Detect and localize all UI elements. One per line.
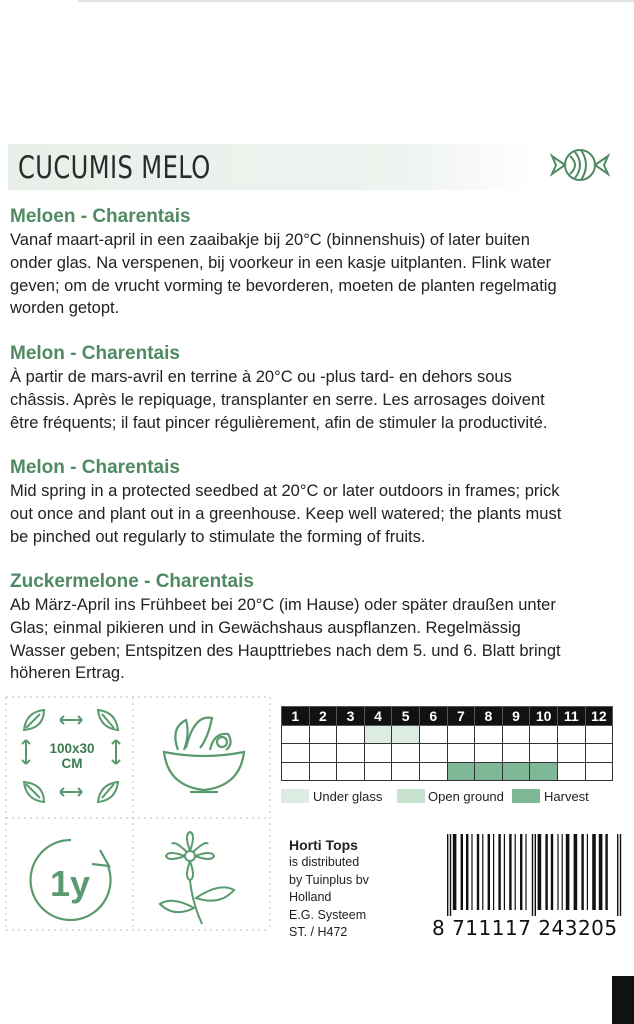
text-line: out once and plant out in a greenhouse. Keep well watered; the plants must <box>10 504 562 523</box>
month-cell: 6 <box>419 707 447 726</box>
calendar-cell <box>364 725 392 744</box>
calendar-cell <box>392 744 420 763</box>
distributor-line: by Tuinplus bv <box>289 872 369 887</box>
section-heading: Melon - Charentais <box>10 343 180 364</box>
barcode-bar <box>587 834 588 910</box>
legend-swatch <box>512 789 540 803</box>
month-cell: 7 <box>447 707 475 726</box>
barcode-bar <box>617 834 618 916</box>
text-line: höheren Ertrag. <box>10 664 125 683</box>
corner-mark <box>612 976 634 1024</box>
text-line: Wasser geben; Entspitzen des Haupttriebes nach dem 5. und 6. Blatt bringt <box>10 641 561 660</box>
barcode-bar <box>545 834 547 910</box>
month-cell: 4 <box>364 707 392 726</box>
section-heading: Meloen - Charentais <box>10 206 191 227</box>
text-line: Glas; einmal pikieren und in Gewächshaus auspflanzen. Regelmässig <box>10 618 521 637</box>
month-cell: 10 <box>530 707 558 726</box>
open-ground-row <box>282 744 613 763</box>
text-line: châssis. Après le repiquage, transplanter en serre. Les arrosages doivent <box>10 390 545 409</box>
calendar-cell <box>530 725 558 744</box>
distributor-line: is distributed <box>289 855 360 870</box>
text-line: Mid spring in a protected seedbed at 20°C or later outdoors in frames; prick <box>10 482 560 500</box>
melon-candy-icon <box>548 136 612 194</box>
barcode-bar <box>557 834 558 910</box>
calendar-cell <box>502 725 530 744</box>
legend-label: Under glass <box>313 789 383 804</box>
barcode-number: 8 711117 243205 <box>432 916 618 940</box>
calendar-cell <box>392 762 420 781</box>
month-cell: 9 <box>502 707 530 726</box>
section-heading: Melon - Charentais <box>10 457 180 478</box>
calendar-cell <box>502 744 530 763</box>
calendar-cell <box>585 744 613 763</box>
section-english <box>10 456 630 548</box>
section-text <box>10 480 630 548</box>
calendar-cell <box>557 725 585 744</box>
calendar-cell <box>337 725 365 744</box>
barcode-bar <box>562 834 563 910</box>
barcode-bar <box>574 834 578 910</box>
spacing-value: 100x30 <box>49 741 95 756</box>
calendar-months-row <box>282 707 613 726</box>
barcode-bar <box>453 834 457 910</box>
calendar-cell <box>585 762 613 781</box>
month-cell: 2 <box>309 707 337 726</box>
month-cell: 12 <box>585 707 613 726</box>
barcode-bar <box>525 834 526 910</box>
flowering-plant-icon <box>150 828 254 928</box>
calendar-cell <box>309 725 337 744</box>
calendar-cell <box>475 762 503 781</box>
calendar-cell <box>419 725 447 744</box>
text-line: be pinched out regularly to stimulate the forming of fruits. <box>10 527 426 546</box>
barcode-image <box>445 834 625 916</box>
calendar-cell <box>475 744 503 763</box>
calendar-cell <box>419 762 447 781</box>
text-line: Ab März-April ins Frühbeet bei 20°C (im Hause) oder später draußen unter <box>10 596 556 614</box>
calendar-cell <box>447 744 475 763</box>
month-cell: 1 <box>282 707 310 726</box>
calendar-cell <box>447 762 475 781</box>
spacing-label <box>38 741 106 771</box>
calendar-cell <box>557 762 585 781</box>
section-text <box>10 594 630 685</box>
calendar-cell <box>282 762 310 781</box>
calendar-cell <box>475 725 503 744</box>
text-line: worden getopt. <box>10 299 120 318</box>
text-line: À partir de mars-avril en terrine à 20°C ou -plus tard- en dehors sous <box>10 368 512 386</box>
calendar-cell <box>337 744 365 763</box>
calendar-cell <box>392 725 420 744</box>
calendar-cell <box>557 744 585 763</box>
barcode-bar <box>599 834 603 910</box>
sowing-calendar <box>281 706 613 781</box>
barcode-bar <box>498 834 500 910</box>
species-title: CUCUMIS MELO <box>18 150 211 186</box>
distributor-line: Holland <box>289 890 332 905</box>
distributor-line: ST. / H472 <box>289 925 348 940</box>
calendar-cell <box>530 762 558 781</box>
section-french <box>10 342 630 434</box>
calendar-cell <box>502 762 530 781</box>
barcode-bar <box>532 834 533 916</box>
barcode-bar <box>461 834 463 910</box>
barcode-bar <box>509 834 511 910</box>
barcode-bar <box>538 834 542 910</box>
barcode-bar <box>592 834 596 910</box>
calendar-cell <box>364 762 392 781</box>
month-cell: 3 <box>337 707 365 726</box>
text-line: onder glas. Na verspenen, bij voorkeur in een kasje uitplanten. Flink water <box>10 253 552 272</box>
text-line: être fréquents; il faut pincer régulièrement, afin de stimuler la productivité. <box>10 413 548 432</box>
barcode-bar <box>535 834 536 916</box>
section-dutch <box>10 205 630 320</box>
text-line: Vanaf maart-april in een zaaibakje bij 20°C (binnenshuis) of later buiten <box>10 231 530 249</box>
barcode-bar <box>471 834 472 910</box>
barcode-bar <box>450 834 451 916</box>
brand-name: Horti Tops <box>289 837 358 853</box>
barcode-bar <box>620 834 621 916</box>
calendar-cell <box>419 744 447 763</box>
legend-swatch <box>281 789 309 803</box>
month-cell: 5 <box>392 707 420 726</box>
calendar-cell <box>447 725 475 744</box>
calendar-cell <box>530 744 558 763</box>
calendar-cell <box>337 762 365 781</box>
text-line: geven; om de vrucht vorming te bevorderen, moeten de planten regelmatig <box>10 276 557 295</box>
barcode-bar <box>488 834 490 910</box>
legend-swatch <box>397 789 425 803</box>
month-cell: 8 <box>475 707 503 726</box>
barcode-bar <box>504 834 505 910</box>
spacing-unit: CM <box>61 756 83 771</box>
section-text <box>10 366 630 434</box>
barcode-bar <box>466 834 468 910</box>
harvest-bowl-icon <box>156 708 252 800</box>
calendar-cell <box>309 744 337 763</box>
calendar-cell <box>585 725 613 744</box>
barcode-bar <box>566 834 570 910</box>
barcode-bar <box>515 834 516 910</box>
legend-label: Open ground <box>428 789 504 804</box>
section-text <box>10 229 630 320</box>
legend-label: Harvest <box>544 789 589 804</box>
section-heading: Zuckermelone - Charentais <box>10 571 254 592</box>
barcode-bar <box>605 834 607 910</box>
distributor-line: E.G. Systeem <box>289 907 367 922</box>
under-glass-row <box>282 725 613 744</box>
month-cell: 11 <box>557 707 585 726</box>
barcode-bar <box>520 834 522 910</box>
barcode-bar <box>447 834 448 916</box>
top-divider <box>78 0 634 2</box>
barcode-bar <box>477 834 479 910</box>
distributor-info <box>289 837 369 941</box>
barcode-bar <box>493 834 494 910</box>
harvest-row <box>282 762 613 781</box>
lifespan-label: 1y <box>50 863 91 904</box>
calendar-cell <box>282 725 310 744</box>
section-german <box>10 570 630 685</box>
calendar-cell <box>282 744 310 763</box>
barcode-bar <box>551 834 553 910</box>
calendar-cell <box>364 744 392 763</box>
barcode-bar <box>581 834 583 910</box>
calendar-cell <box>309 762 337 781</box>
barcode-bar <box>482 834 483 910</box>
